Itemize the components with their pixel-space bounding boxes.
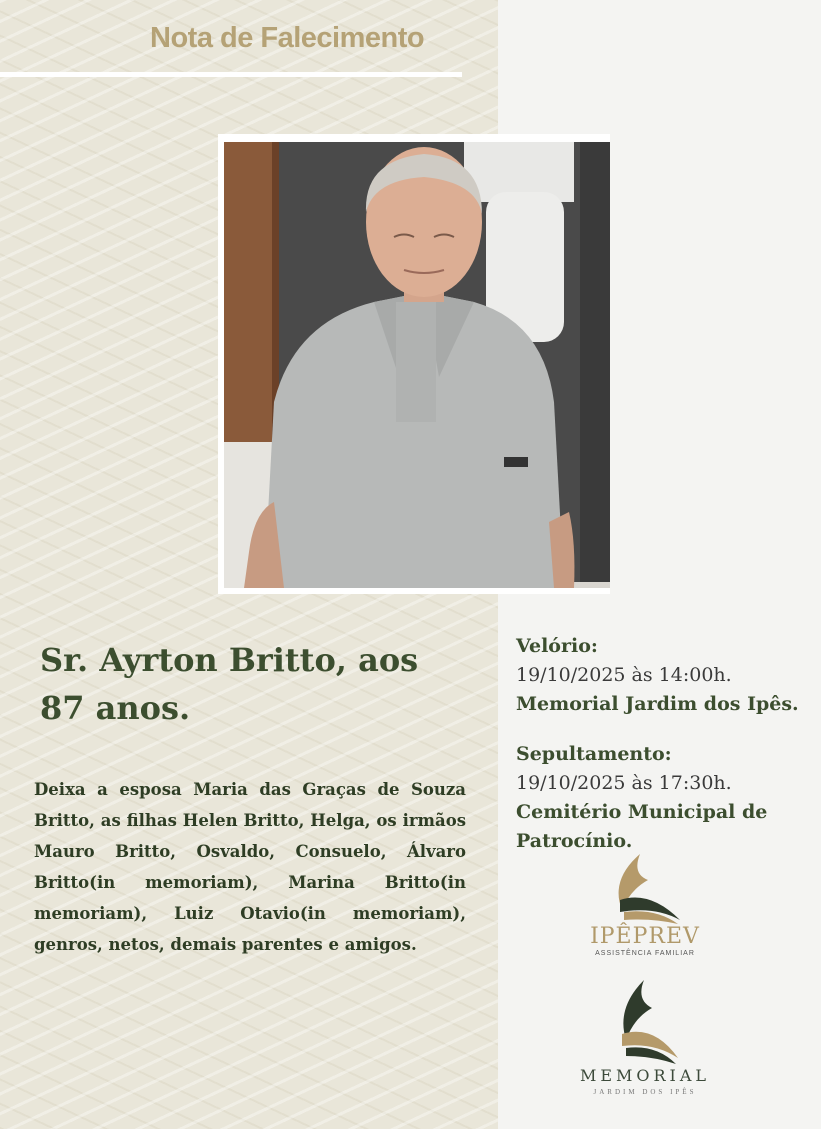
wake-datetime: 19/10/2025 às 14:00h. <box>516 664 732 686</box>
memorial-leaf-icon <box>560 978 730 1066</box>
burial-info <box>516 740 816 856</box>
portrait-photo <box>224 142 610 588</box>
page-title: Nota de Falecimento <box>150 22 425 54</box>
portrait-frame <box>218 134 610 594</box>
wake-label: Velório: <box>516 635 598 657</box>
ipeprev-tagline: ASSISTÊNCIA FAMILIAR <box>595 950 695 957</box>
wake-info <box>516 632 816 719</box>
wake-place: Memorial Jardim dos Ipês. <box>516 693 799 715</box>
memorial-name: MEMORIAL <box>579 1066 711 1085</box>
ipeprev-leaf-icon <box>560 850 730 926</box>
memorial-logo <box>560 978 730 1103</box>
memorial-tagline: JARDIM DOS IPÊS <box>593 1088 697 1096</box>
deceased-name: Sr. Ayrton Britto, aos 87 anos. <box>40 641 419 727</box>
title-divider <box>0 72 462 77</box>
burial-place: Cemitério Municipal de Patrocínio. <box>516 801 768 852</box>
burial-datetime: 19/10/2025 às 17:30h. <box>516 772 732 794</box>
burial-label: Sepultamento: <box>516 743 672 765</box>
ipeprev-name: IPÊPREV <box>590 924 700 949</box>
ipeprev-logo <box>560 850 730 960</box>
portrait-illustration <box>224 142 610 588</box>
family-message: Deixa a esposa Maria das Graças de Souza Britto, as filhas Helen Britto, Helga, os irmãos Mauro Britto, Osvaldo, Consuelo, Álvaro Britto(in memoriam), Marina Britto(in memoriam), Luiz Otavio(in memoriam), genros, netos, demais parentes e amigos. <box>34 780 466 954</box>
